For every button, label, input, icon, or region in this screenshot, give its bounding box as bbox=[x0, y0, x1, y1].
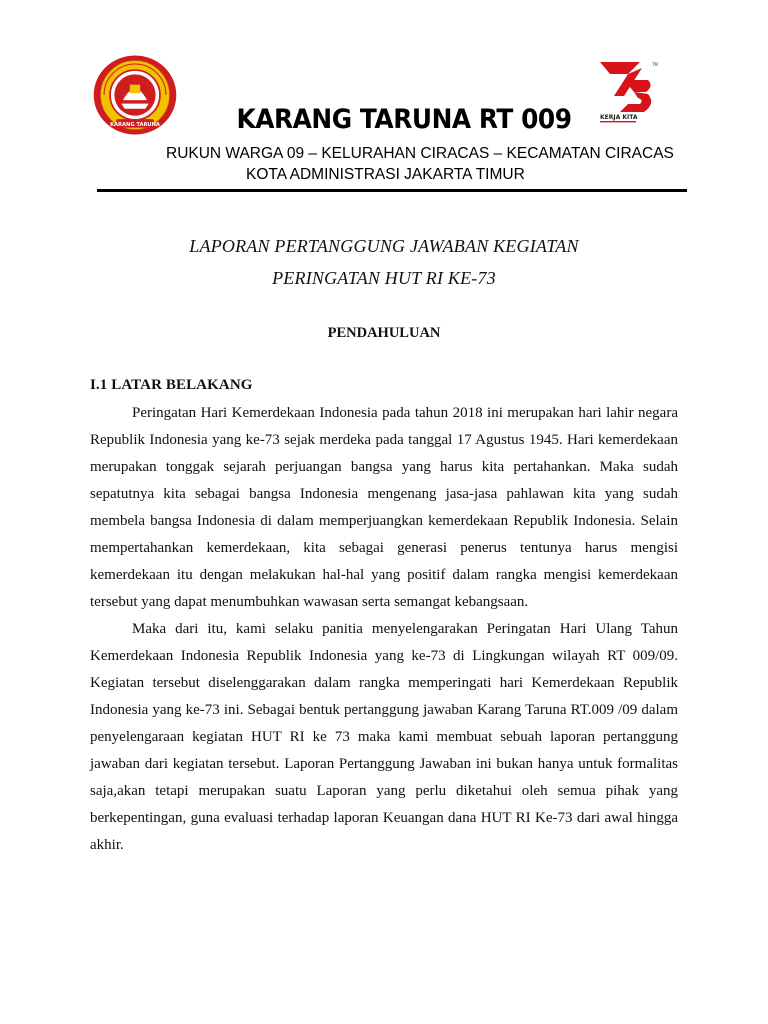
address-line-2: KOTA ADMINISTRASI JAKARTA TIMUR bbox=[246, 166, 525, 183]
body-text bbox=[90, 400, 678, 859]
subsection-heading: I.1 LATAR BELAKANG bbox=[90, 377, 253, 393]
org-name: KARANG TARUNA RT 009 bbox=[236, 104, 572, 135]
report-title-line-2: PERINGATAN HUT RI KE-73 bbox=[272, 268, 496, 288]
emblem-caption: KARANG TARUNA bbox=[110, 121, 160, 128]
section-heading: PENDAHULUAN bbox=[327, 325, 441, 341]
paragraph-1: Peringatan Hari Kemerdekaan Indonesia pada tahun 2018 ini merupakan hari lahir negara Republik Indonesia yang ke-73 sejak merdeka pada tanggal 17 Agustus 1945. Hari kemerdekaan merupakan tonggak sejarah perjuangan bangsa yang harus kita pertahankan. Maka sudah sepatutnya kita sebagai bangsa Indonesia mengenang jasa-jasa pahlawan kita yang sudah membela bangsa Indonesia di dalam memperjuangkan kemerdekaan Republik Indonesia. Selain mempertahankan kemerdekaan, kita sebagai generasi penerus tentunya harus mengisi kemerdekaan itu dengan melakukan hal-hal yang positif dalam rangka mengisi kemerdekaan tersebut yang dapat menumbuhkan wawasan serta semangat kebangsaan. bbox=[90, 405, 678, 610]
report-title-line-1: LAPORAN PERTANGGUNG JAWABAN KEGIATAN bbox=[189, 236, 579, 256]
hut-logo-tagline: KERJA KITA bbox=[600, 114, 638, 121]
address-line-1: RUKUN WARGA 09 – KELURAHAN CIRACAS – KECAMATAN CIRACAS bbox=[166, 145, 674, 162]
header-divider bbox=[97, 189, 687, 192]
svg-text:TM: TM bbox=[652, 62, 658, 67]
paragraph-2: Maka dari itu, kami selaku panitia menyelengarakan Peringatan Hari Ulang Tahun Kemerdekaan Indonesia Republik Indonesia yang ke-73 di Lingkungan wilayah RT 009/09. Kegiatan tersebut diselenggarakan dalam rangka memperingati hari Kemerdekaan Republik Indonesia yang ke-73 ini. Sebagai bentuk pertanggung jawaban Karang Taruna RT.009 /09 dalam penyelengaraan kegiatan HUT RI ke 73 maka kami membuat sebuah laporan pertanggung jawaban dari kegiatan tersebut. Laporan Pertanggung Jawaban ini bukan hanya untuk formalitas saja,akan tetapi merupakan suatu Laporan yang perlu diketahui oleh semua pihak yang berkepentingan, guna evaluasi terhadap laporan Keuangan dana HUT RI Ke-73 dari awal hingga akhir. bbox=[90, 621, 678, 853]
